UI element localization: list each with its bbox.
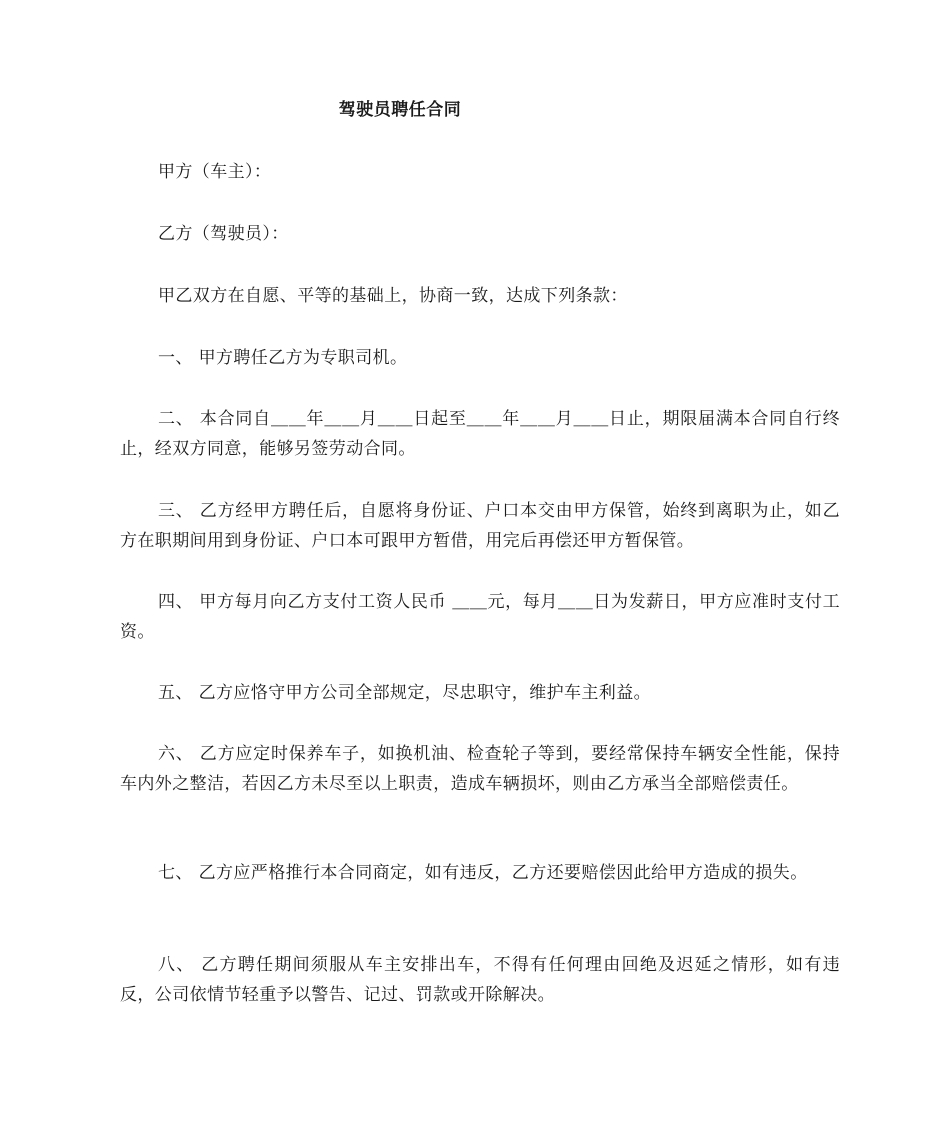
clause-4: 四、 甲方每月向乙方支付工资人民币 ＿＿元，每月＿＿日为发薪日，甲方应准时支付工资。: [120, 592, 840, 642]
clause-5: 五、 乙方应恪守甲方公司全部规定，尽忠职守，维护车主利益。: [158, 683, 652, 703]
party-b-line: 乙方（驾驶员）：: [158, 224, 289, 244]
clause-2: 二、 本合同自＿＿年＿＿月＿＿日起至＿＿年＿＿月＿＿日止，期限届满本合同自行终止，经双方同意，能够另签劳动合同。: [120, 409, 840, 459]
party-a-line: 甲方（车主）：: [158, 162, 272, 182]
clause-3: 三、 乙方经甲方聘任后，自愿将身份证、户口本交由甲方保管，始终到离职为止，如乙方在职期间用到身份证、户口本可跟甲方暂借，用完后再偿还甲方暂保管。: [120, 501, 840, 551]
clause-8: 八、 乙方聘任期间须服从车主安排出车，不得有任何理由回绝及迟延之情形，如有违反，公司依情节轻重予以警告、记过、罚款或开除解决。: [120, 955, 840, 1005]
clause-6: 六、 乙方应定时保养车子，如换机油、检查轮子等到，要经常保持车辆安全性能，保持车内外之整洁，若因乙方未尽至以上职责，造成车辆损坏，则由乙方承当全部赔偿责任。: [120, 744, 840, 794]
document-title: 驾驶员聘任合同: [338, 100, 462, 120]
clause-1: 一、 甲方聘任乙方为专职司机。: [158, 348, 408, 368]
clause-7: 七、 乙方应严格推行本合同商定，如有违反，乙方还要赔偿因此给甲方造成的损失。: [158, 863, 808, 883]
intro-paragraph: 甲乙双方在自愿、平等的基础上，协商一致，达成下列条款：: [158, 286, 628, 306]
